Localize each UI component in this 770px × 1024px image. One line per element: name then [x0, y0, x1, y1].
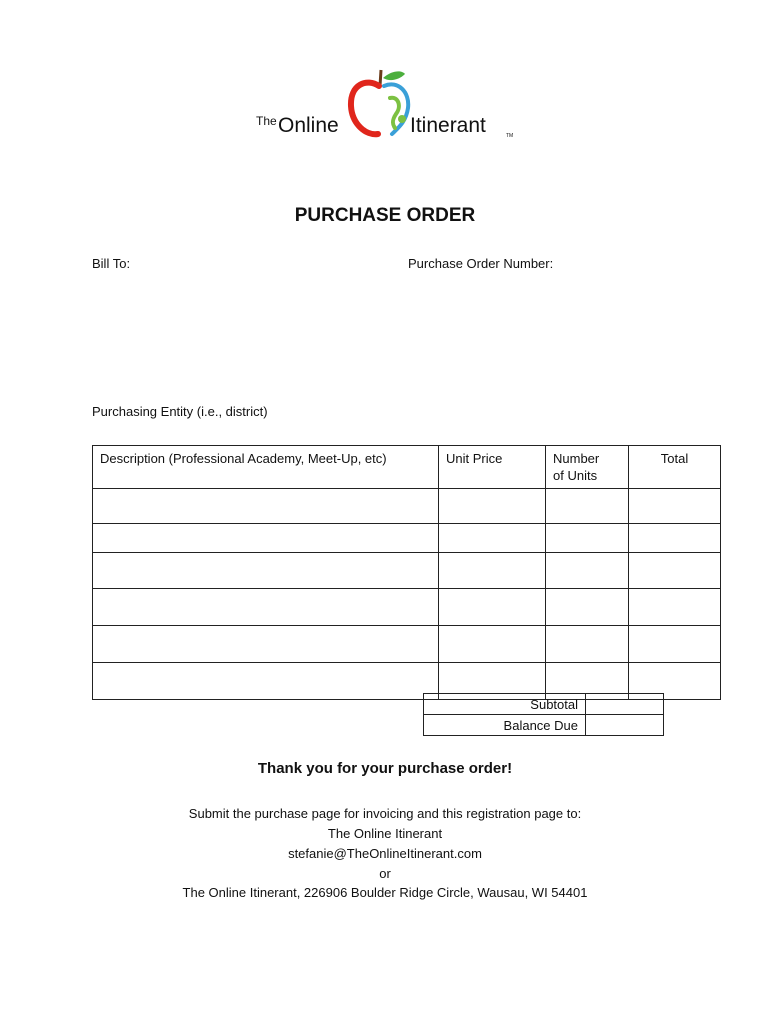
- logo-trademark: TM: [506, 133, 514, 139]
- row-total-cell[interactable]: [629, 626, 721, 663]
- row-description-cell[interactable]: [93, 589, 439, 626]
- row-unit-price-cell[interactable]: [439, 524, 546, 553]
- order-items-table: [92, 445, 721, 700]
- row-description-cell[interactable]: [93, 626, 439, 663]
- row-description-cell[interactable]: [93, 553, 439, 589]
- thank-you-message: Thank you for your purchase order!: [257, 760, 513, 777]
- page-title: PURCHASE ORDER: [294, 205, 476, 226]
- header-total: Total: [629, 446, 721, 489]
- table-row: [93, 626, 721, 663]
- balance-due-row: [424, 715, 664, 736]
- table-row: [93, 589, 721, 626]
- logo-online-text: Online: [278, 114, 339, 137]
- footer-email-link[interactable]: stefanie@TheOnlineItinerant.com: [288, 846, 482, 861]
- subtotal-row: [424, 694, 664, 715]
- logo-itinerant-text: Itinerant: [410, 114, 486, 137]
- footer-company-name: The Online Itinerant: [327, 826, 443, 841]
- header-description: Description (Professional Academy, Meet-Up, etc): [93, 446, 439, 489]
- row-units-cell[interactable]: [546, 553, 629, 589]
- purchase-order-number-label: Purchase Order Number:: [408, 256, 554, 271]
- table-row: [93, 489, 721, 524]
- row-unit-price-cell[interactable]: [439, 589, 546, 626]
- logo-the-text: The: [256, 114, 277, 128]
- row-description-cell[interactable]: [93, 489, 439, 524]
- order-summary-table: [423, 693, 664, 736]
- table-header-row: [93, 446, 721, 489]
- row-units-cell[interactable]: [546, 524, 629, 553]
- bill-to-label: Bill To:: [92, 256, 131, 271]
- row-unit-price-cell[interactable]: [439, 626, 546, 663]
- header-units-line1: Number: [553, 451, 600, 466]
- table-row: [93, 553, 721, 589]
- footer-instructions: Submit the purchase page for invoicing and this registration page to:: [188, 806, 582, 821]
- footer-address: The Online Itinerant, 226906 Boulder Ridge Circle, Wausau, WI 54401: [182, 885, 588, 900]
- purchasing-entity-label: Purchasing Entity (i.e., district): [92, 404, 268, 419]
- row-description-cell[interactable]: [93, 663, 439, 700]
- subtotal-value-cell[interactable]: [586, 694, 664, 715]
- row-total-cell[interactable]: [629, 524, 721, 553]
- row-total-cell[interactable]: [629, 553, 721, 589]
- header-number-of-units: [546, 446, 629, 489]
- table-row: [93, 524, 721, 553]
- row-unit-price-cell[interactable]: [439, 489, 546, 524]
- row-total-cell[interactable]: [629, 589, 721, 626]
- row-units-cell[interactable]: [546, 489, 629, 524]
- footer-or: or: [379, 866, 391, 881]
- row-units-cell[interactable]: [546, 626, 629, 663]
- row-unit-price-cell[interactable]: [439, 553, 546, 589]
- row-description-cell[interactable]: [93, 524, 439, 553]
- subtotal-label: Subtotal: [424, 694, 586, 715]
- header-units-line2: of Units: [553, 468, 598, 483]
- row-total-cell[interactable]: [629, 489, 721, 524]
- header-unit-price: Unit Price: [439, 446, 546, 489]
- balance-due-label: Balance Due: [424, 715, 586, 736]
- balance-due-value-cell[interactable]: [586, 715, 664, 736]
- row-units-cell[interactable]: [546, 589, 629, 626]
